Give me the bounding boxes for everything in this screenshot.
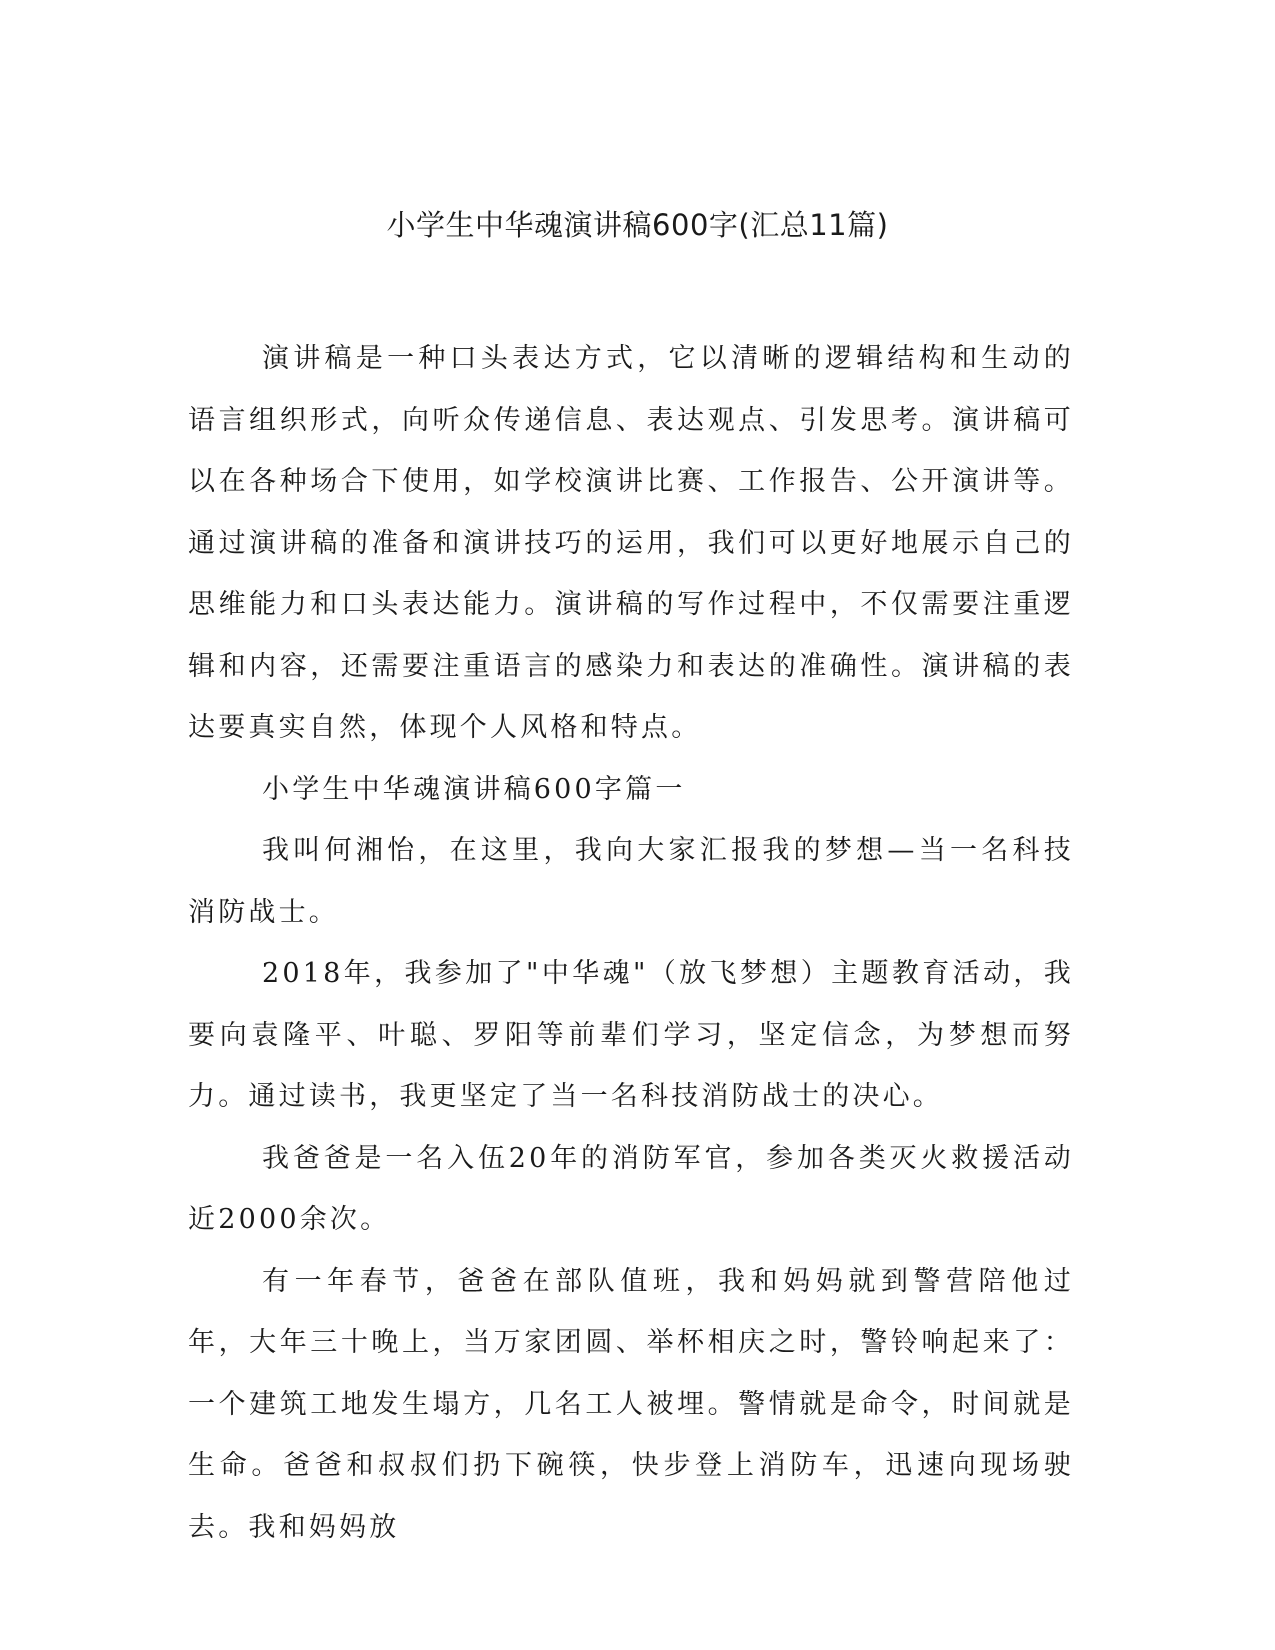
body-paragraph: 我叫何湘怡，在这里，我向大家汇报我的梦想—当一名科技消防战士。	[188, 835, 1074, 928]
intro-paragraph: 演讲稿是一种口头表达方式，它以清晰的逻辑结构和生动的语言组织形式，向听众传递信息、表达观点、引发思考。演讲稿可以在各种场合下使用，如学校演讲比赛、工作报告、公开演讲等。通过演讲稿的准备和演讲技巧的运用，我们可以更好地展示自己的思维能力和口头表达能力。演讲稿的写作过程中，不仅需要注重逻辑和内容，还需要注重语言的感染力和表达的准确性。演讲稿的表达要真实自然，体现个人风格和特点。	[188, 343, 1074, 743]
body-paragraph: 我爸爸是一名入伍20年的消防军官，参加各类灭火救援活动近2000余次。	[188, 1142, 1074, 1235]
section-heading: 小学生中华魂演讲稿600字篇一	[262, 773, 686, 805]
body-paragraph: 有一年春节，爸爸在部队值班，我和妈妈就到警营陪他过年，大年三十晚上，当万家团圆、举杯相庆之时，警铃响起来了：一个建筑工地发生塌方，几名工人被埋。警情就是命令，时间就是生命。爸爸和叔叔们扔下碗筷，快步登上消防车，迅速向现场驶去。我和妈妈放	[188, 1265, 1074, 1543]
body-paragraph: 2018年，我参加了"中华魂"（放飞梦想）主题教育活动，我要向袁隆平、叶聪、罗阳等前辈们学习，坚定信念，为梦想而努力。通过读书，我更坚定了当一名科技消防战士的决心。	[188, 958, 1074, 1112]
document-title: 小学生中华魂演讲稿600字(汇总11篇)	[386, 208, 889, 242]
document-body	[188, 328, 1074, 1558]
